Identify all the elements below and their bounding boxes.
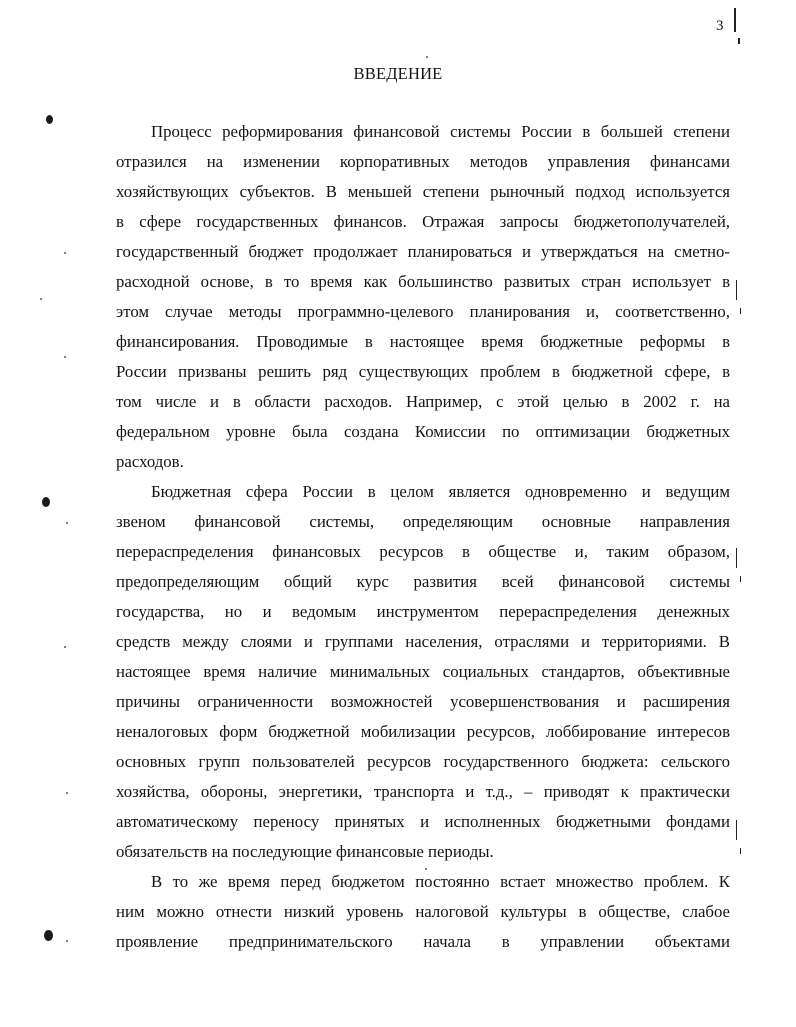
text-line: звеном финансовой системы, определяющим основные направления <box>116 512 730 531</box>
text-line: автоматическому переносу принятых и исполненных бюджетными фондами <box>116 812 730 831</box>
scan-mark <box>738 38 740 44</box>
text-line: хозяйствующих субъектов. В меньшей степени рыночный подход используется <box>116 182 730 201</box>
scan-mark <box>736 280 737 300</box>
text-line: федеральном уровне была создана Комиссии по оптимизации бюджетных <box>116 422 730 441</box>
scan-mark <box>734 8 736 32</box>
scan-blot <box>42 497 50 507</box>
text-line: настоящее время наличие минимальных социальных стандартов, объективные <box>116 662 730 681</box>
paragraph-3 <box>116 867 730 957</box>
text-line: причины ограниченности возможностей усовершенствования и расширения <box>116 692 730 711</box>
scan-mark <box>736 820 737 840</box>
text-line: финансирования. Проводимые в настоящее время бюджетные реформы в <box>116 332 730 351</box>
scan-speck <box>64 646 66 648</box>
scan-mark <box>740 576 741 582</box>
text-line: расходов. <box>116 452 184 471</box>
scan-blot <box>46 115 53 124</box>
paragraph-1 <box>116 117 730 477</box>
text-line: государства, но и ведомым инструментом перераспределения денежных <box>116 602 730 621</box>
text-line: основных групп пользователей ресурсов государственного бюджета: сельского <box>116 752 730 771</box>
text-line: неналоговых форм бюджетной мобилизации ресурсов, лоббирование интересов <box>116 722 730 741</box>
text-line: Процесс реформирования финансовой системы России в большей степени <box>151 122 730 141</box>
scan-speck <box>40 298 42 300</box>
scan-speck <box>426 56 428 58</box>
text-line: России призваны решить ряд существующих проблем в бюджетной сфере, в <box>116 362 730 381</box>
scan-mark <box>740 308 741 314</box>
scan-speck <box>64 252 66 254</box>
body-text <box>116 117 730 957</box>
text-line: обязательств на последующие финансовые периоды. <box>116 842 494 861</box>
text-line: средств между слоями и группами населения, отраслями и территориями. В <box>116 632 730 651</box>
text-line: перераспределения финансовых ресурсов в обществе и, таким образом, <box>116 542 730 561</box>
text-line: отразился на изменении корпоративных методов управления финансами <box>116 152 730 171</box>
text-line: государственный бюджет продолжает планироваться и утверждаться на сметно- <box>116 242 730 261</box>
text-line: расходной основе, в то время как большинство развитых стран использует в <box>116 272 730 291</box>
scan-speck <box>66 522 68 524</box>
scan-speck <box>66 940 68 942</box>
page-title: ВВЕДЕНИЕ <box>353 64 443 83</box>
text-line: проявление предпринимательского начала в управлении объектами <box>116 932 730 951</box>
text-line: в сфере государственных финансов. Отражая запросы бюджетополучателей, <box>116 212 730 231</box>
scan-blot <box>44 930 53 941</box>
text-line: ним можно отнести низкий уровень налоговой культуры в обществе, слабое <box>116 902 730 921</box>
text-line: хозяйства, обороны, энергетики, транспорта и т.д., – приводят к практически <box>116 782 730 801</box>
scan-speck <box>66 792 68 794</box>
page-number: 3 <box>716 18 724 34</box>
paragraph-2 <box>116 477 730 867</box>
text-line: этом случае методы программно-целевого планирования и, соответственно, <box>116 302 730 321</box>
text-line: том числе и в области расходов. Например, с этой целью в 2002 г. на <box>116 392 730 411</box>
text-line: предопределяющим общий курс развития всей финансовой системы <box>116 572 730 591</box>
scan-speck <box>425 868 427 870</box>
scan-mark <box>736 548 737 568</box>
scan-mark <box>740 848 741 854</box>
text-line: В то же время перед бюджетом постоянно встает множество проблем. К <box>151 872 730 891</box>
text-line: Бюджетная сфера России в целом является одновременно и ведущим <box>151 482 730 501</box>
scan-speck <box>64 356 66 358</box>
